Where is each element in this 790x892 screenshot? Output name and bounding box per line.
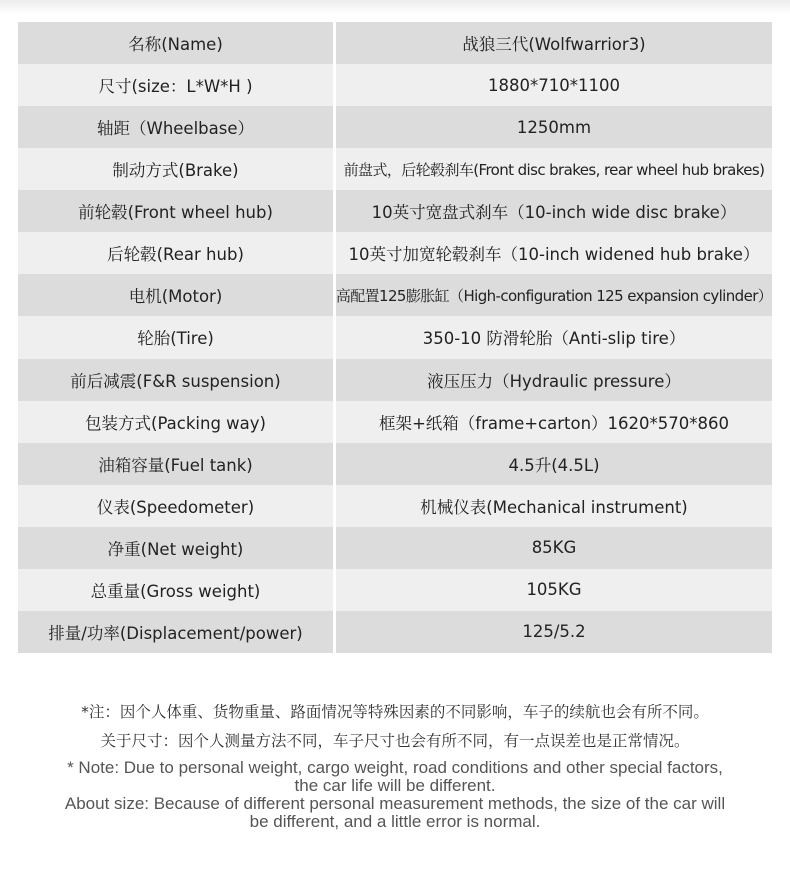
spec-label: 排量/功率(Displacement/power) [18, 611, 333, 653]
spec-label: 包装方式(Packing way) [18, 401, 333, 443]
spec-value: 机械仪表(Mechanical instrument) [336, 485, 772, 527]
spec-row-speedometer [18, 485, 772, 527]
spec-row-wheelbase [18, 106, 772, 148]
spec-row-rear-hub [18, 232, 772, 274]
spec-row-name [18, 22, 772, 64]
spec-row-brake [18, 148, 772, 190]
spec-label: 仪表(Speedometer) [18, 485, 333, 527]
spec-label: 轴距（Wheelbase） [18, 106, 333, 148]
note-en-size-line2: be different, and a little error is normal. [249, 812, 541, 831]
spec-row-motor [18, 274, 772, 316]
spec-value: 125/5.2 [336, 611, 772, 653]
spec-label: 电机(Motor) [18, 274, 333, 316]
spec-value: 液压压力（Hydraulic pressure） [336, 359, 772, 401]
note-cn-range: *注：因个人体重、货物重量、路面情况等特殊因素的不同影响，车子的续航也会有所不同。 [81, 703, 709, 721]
spec-row-size [18, 64, 772, 106]
spec-value: 350-10 防滑轮胎（Anti-slip tire） [336, 316, 772, 358]
spec-value: 1250mm [336, 106, 772, 148]
spec-row-gross-weight [18, 569, 772, 611]
spec-value: 4.5升(4.5L) [336, 443, 772, 485]
spec-value: 高配置125膨胀缸（High-configuration 125 expansion cylinder） [336, 274, 772, 316]
note-en-range-line1: * Note: Due to personal weight, cargo weight, road conditions and other special factors, [67, 758, 723, 777]
spec-value: 前盘式，后轮毂刹车(Front disc brakes, rear wheel hub brakes) [336, 148, 772, 190]
spec-label: 轮胎(Tire) [18, 316, 333, 358]
spec-label: 尺寸(size：L*W*H ) [18, 64, 333, 106]
spec-row-tire [18, 316, 772, 358]
spec-value: 框架+纸箱（frame+carton）1620*570*860 [336, 401, 772, 443]
spec-value: 10英寸加宽轮毂刹车（10-inch widened hub brake） [336, 232, 772, 274]
spec-row-net-weight [18, 527, 772, 569]
note-en-range-line2: the car life will be different. [294, 776, 496, 795]
note-en-size-line1: About size: Because of different personal measurement methods, the size of the car will [64, 794, 726, 813]
spec-table [18, 22, 772, 653]
footnotes [0, 698, 790, 831]
spec-label: 前轮毂(Front wheel hub) [18, 190, 333, 232]
spec-row-packing [18, 401, 772, 443]
spec-row-suspension [18, 359, 772, 401]
spec-label: 后轮毂(Rear hub) [18, 232, 333, 274]
spec-row-displacement [18, 611, 772, 653]
spec-label: 名称(Name) [18, 22, 333, 64]
spec-value: 105KG [336, 569, 772, 611]
spec-label: 前后减震(F&R suspension) [18, 359, 333, 401]
spec-label: 净重(Net weight) [18, 527, 333, 569]
spec-row-fuel-tank [18, 443, 772, 485]
spec-value: 1880*710*1100 [336, 64, 772, 106]
spec-value: 战狼三代(Wolfwarrior3) [336, 22, 772, 64]
note-cn-size: 关于尺寸：因个人测量方法不同，车子尺寸也会有所不同，有一点误差也是正常情况。 [100, 732, 690, 750]
spec-row-front-wheel-hub [18, 190, 772, 232]
spec-label: 总重量(Gross weight) [18, 569, 333, 611]
spec-value: 85KG [336, 527, 772, 569]
spec-value: 10英寸宽盘式刹车（10-inch wide disc brake） [336, 190, 772, 232]
spec-label: 油箱容量(Fuel tank) [18, 443, 333, 485]
spec-label: 制动方式(Brake) [18, 148, 333, 190]
